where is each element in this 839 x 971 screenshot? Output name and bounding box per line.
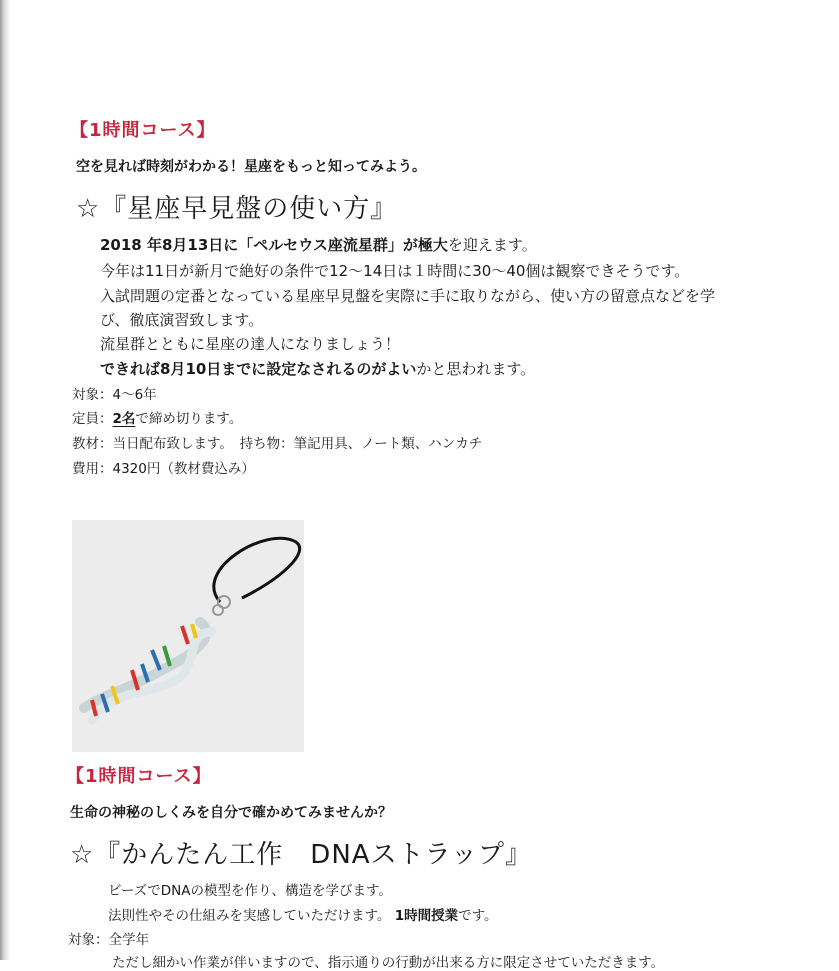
para2-tail: です。 (458, 908, 498, 924)
paragraph-5: 流星群とともに星座の達人になりましょう！ (100, 335, 401, 353)
one-hour-class: 1時間授業 (394, 908, 459, 924)
materials-line: 教材：当日配布致します。 持ち物：筆記用具、ノート類、ハンカチ (72, 436, 483, 452)
course-tag-1: 【1時間コース】 (70, 120, 216, 141)
course-tag-2: 【1時間コース】 (66, 766, 212, 787)
paragraph-2: 今年は11日が新月で絶好の条件で12～14日は１時間に30～40個は観察できそうです。 (100, 262, 690, 280)
capacity-line (72, 407, 242, 427)
para2-text: 法則性やその仕組みを実感していただけます。 (108, 908, 395, 924)
meteor-shower-name: ペルセウス座流星群 (253, 236, 388, 254)
target-line-2: 対象：全学年 (68, 932, 149, 948)
dna-strap-photo (72, 520, 304, 752)
lead-text-1: 空を見れば時刻がわかる！星座をもっと知ってみよう。 (76, 159, 426, 175)
cut-off-line: ただし細かい作業が伴いますので、指示通りの行動が出来る方に限定させていただきます。 (112, 955, 665, 971)
strap-loop (214, 538, 300, 602)
fee-line: 費用：4320円（教材費込み） (72, 461, 255, 477)
paragraph-1 (100, 234, 537, 255)
course-title-2: ☆『かんたん工作 DNAストラップ』 (70, 840, 533, 870)
lead-text-2: 生命の神秘のしくみを自分で確かめてみませんか？ (70, 805, 392, 821)
paragraph-3: 入試問題の定番となっている星座早見盤を実際に手に取りながら、使い方の留意点などを学 (100, 287, 716, 305)
dna-strap-illustration (72, 520, 304, 752)
paragraph-6 (100, 358, 535, 379)
capacity-tail: で締め切ります。 (135, 411, 243, 427)
capacity-label: 定員： (72, 411, 113, 427)
scan-edge-shadow (0, 0, 10, 960)
target-line-1: 対象：4～6年 (72, 387, 157, 403)
base-pair (152, 650, 160, 670)
paragraph-4: び、徹底演習致します。 (100, 311, 264, 329)
para6-tail: かと思われます。 (416, 360, 536, 378)
paragraph-2-2 (108, 904, 498, 924)
peak-text: 極大 (417, 236, 448, 254)
base-pair (182, 626, 188, 644)
date-text: 2018 年8月13日に「 (100, 236, 254, 254)
quote-close: 」が (387, 236, 418, 254)
course-title-1: ☆『星座早見盤の使い方』 (76, 194, 398, 224)
paragraph-2-1: ビーズでDNAの模型を作り、構造を学びます。 (108, 883, 392, 899)
metal-ring-2 (213, 605, 223, 615)
setting-deadline: できれば8月10日までに設定なされるのがよい (100, 360, 417, 378)
capacity-number: 2名 (112, 411, 136, 427)
para1-tail: を迎えます。 (447, 236, 537, 254)
base-pair (192, 624, 196, 638)
